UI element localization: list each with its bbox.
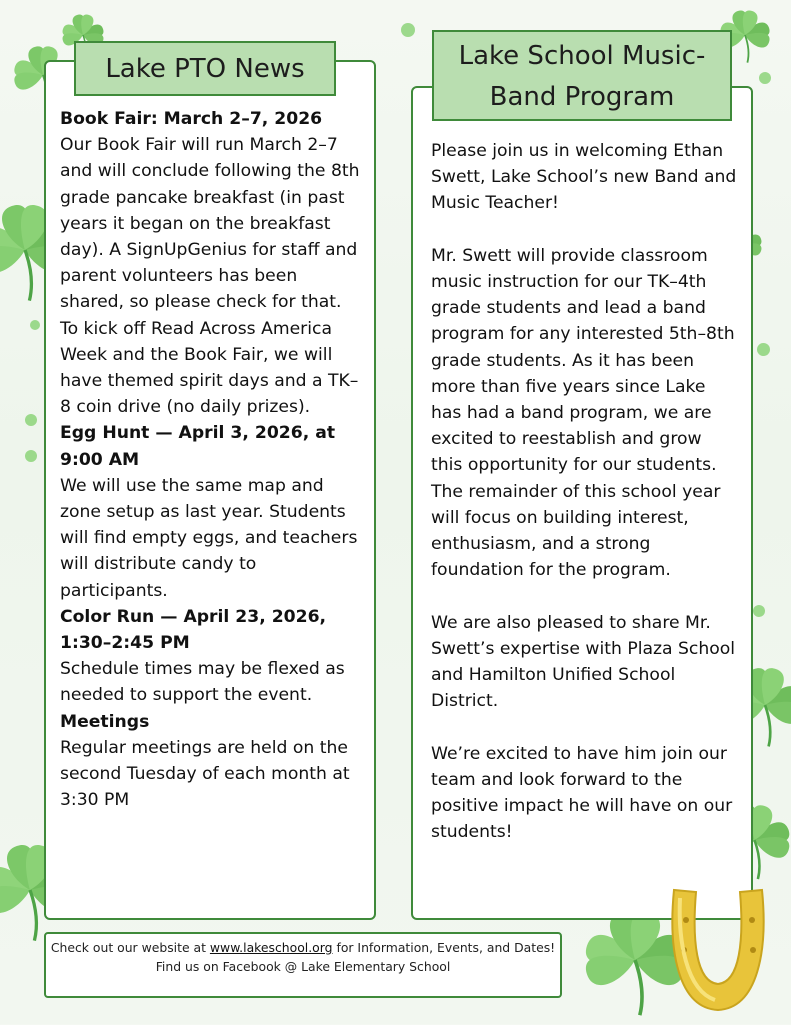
- decor-dot: [753, 605, 765, 617]
- section-body: Schedule times may be flexed as needed to support the event.: [60, 659, 345, 706]
- footer-text: Check out our website at: [50, 940, 210, 955]
- decor-dot: [401, 23, 415, 37]
- decor-dot: [30, 320, 40, 330]
- decor-dot: [25, 414, 37, 426]
- decor-dot: [25, 450, 37, 462]
- paragraph: Please join us in welcoming Ethan Swett, Lake School’s new Band and Music Teacher!: [431, 141, 737, 214]
- decor-dot: [759, 72, 771, 84]
- section-heading: Book Fair: March 2–7, 2026: [60, 109, 323, 129]
- decor-dot: [757, 343, 770, 356]
- pto-news-content: [60, 106, 360, 813]
- music-title-line2: Band Program: [489, 82, 675, 112]
- horseshoe-icon: [660, 880, 775, 1020]
- music-title-line1: Lake School Music-: [458, 41, 706, 71]
- paragraph: Mr. Swett will provide classroom music instruction for our TK–4th grade students and lead a band program for any interested 5th–8th grade students. As it has been more than five years since Lake has had a band program, we are excited to reestablish and grow this opportunity for our students. The remainder of this school year will focus on building interest, enthusiasm, and a strong foundation for the program.: [431, 245, 735, 581]
- section-heading: Meetings: [60, 711, 150, 732]
- section-heading: Color Run — April 23, 2026, 1:30–2:45 PM: [60, 606, 327, 654]
- section-body: Our Book Fair will run March 2–7 and will conclude following the 8th grade pancake breakfast (in past years it began on the breakfast day). A SignUpGenius for staff and parent volunteers has been shared, so please check for that. To kick off Read Across America Week and the Book Fair, we will have themed spirit days and a TK–8 coin drive (no daily prizes).: [60, 135, 360, 418]
- paragraph: We are also pleased to share Mr. Swett’s expertise with Plaza School and Hamilton Unified School District.: [431, 612, 736, 712]
- section-heading: Egg Hunt — April 3, 2026, at 9:00 AM: [60, 423, 336, 470]
- paragraph: We’re excited to have him join our team and look forward to the positive impact he will have on our students!: [431, 743, 733, 843]
- section-body: Regular meetings are held on the second Tuesday of each month at 3:30 PM: [60, 737, 350, 811]
- section-body: We will use the same map and zone setup as last year. Students will find empty eggs, and teachers will distribute candy to participants.: [60, 475, 358, 601]
- footer-box: [44, 932, 562, 998]
- website-link[interactable]: www.lakeschool.org: [209, 940, 333, 955]
- music-band-content: [431, 138, 737, 872]
- pto-news-title: Lake PTO News: [74, 41, 336, 96]
- music-band-title: [432, 30, 732, 121]
- footer-text: for Information, Events, and Dates! Find us on Facebook @ Lake Elementary School: [155, 940, 556, 974]
